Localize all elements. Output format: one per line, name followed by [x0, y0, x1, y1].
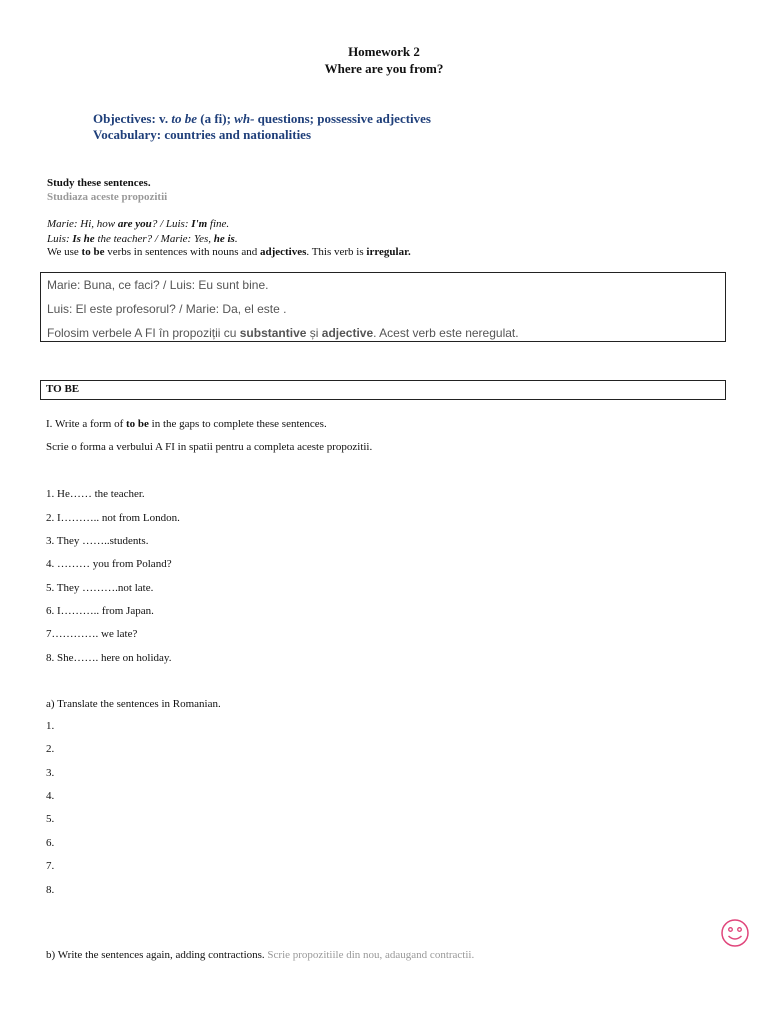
study-heading-ro: Studiaza aceste propozitii — [47, 191, 168, 203]
study-line-2-d: he is — [213, 233, 235, 245]
study-line-1-b: are you — [117, 218, 152, 230]
section-header-tobe: TO BE — [40, 380, 726, 400]
exercise-a-number: 4. — [46, 790, 55, 802]
objectives-wh: wh- — [234, 111, 255, 126]
exercise-1-item: 6. I……….. from Japan. — [46, 605, 154, 617]
exercise-a-number: 3. — [46, 767, 55, 779]
translation-line-3-c: și — [306, 326, 322, 340]
study-line-1-c: ? / Luis: — [151, 218, 192, 230]
translation-line-3-a: Folosim verbele A FI în propoziții cu — [47, 326, 240, 340]
objectives-tobe: to be — [171, 111, 197, 126]
study-line-3-e: . This verb is — [306, 246, 367, 258]
exercise-1-item: 8. She……. here on holiday. — [46, 652, 172, 664]
objectives-prefix: Objectives: v. — [93, 111, 172, 126]
smiley-face-icon — [720, 918, 750, 948]
exercise-b-instruction — [46, 949, 474, 961]
study-line-1-d: I'm — [191, 218, 208, 230]
exercise-a-number: 5. — [46, 813, 55, 825]
study-heading: Study these sentences. — [47, 177, 151, 189]
study-line-2-b: Is he — [72, 233, 95, 245]
study-line-2-e: . — [234, 233, 238, 245]
study-line-1-a: Marie: Hi, how — [47, 218, 118, 230]
objectives-afi: (a fi); — [196, 111, 235, 126]
translation-line-3-b: substantive — [239, 326, 307, 340]
exercise-1-item: 2. I……….. not from London. — [46, 512, 180, 524]
exercise-a-number: 7. — [46, 860, 55, 872]
objectives-line — [93, 111, 431, 127]
translation-line-1: Marie: Buna, ce faci? / Luis: Eu sunt bine. — [47, 278, 269, 292]
exercise-1-instruction-b: to be — [126, 418, 149, 430]
study-line-3-f: irregular. — [366, 246, 411, 258]
study-line-2-a: Luis: — [47, 233, 73, 245]
study-line-3-b: to be — [81, 246, 105, 258]
exercise-b-instruction-ro: Scrie propozitiile din nou, adaugand contractii. — [264, 949, 475, 961]
page-title: Homework 2 — [348, 44, 420, 59]
exercise-1-instruction-c: in the gaps to complete these sentences. — [148, 418, 327, 430]
translation-line-3 — [47, 326, 519, 340]
exercise-1-item: 4. ……… you from Poland? — [46, 558, 172, 570]
study-line-3-c: verbs in sentences with nouns and — [104, 246, 260, 258]
exercise-a-number: 6. — [46, 837, 55, 849]
translation-line-3-d: adjective — [321, 326, 374, 340]
exercise-b-instruction-en: b) Write the sentences again, adding contractions. — [46, 949, 265, 961]
exercise-1-item: 1. He…… the teacher. — [46, 488, 145, 500]
exercise-1-instruction-ro: Scrie o forma a verbului A FI in spatii pentru a completa aceste propozitii. — [46, 441, 373, 453]
exercise-a-number: 8. — [46, 884, 55, 896]
study-line-3-d: adjectives — [259, 246, 307, 258]
exercise-a-number: 2. — [46, 743, 55, 755]
exercise-1-item: 7…………. we late? — [46, 628, 138, 640]
exercise-1-instruction — [46, 418, 327, 430]
exercise-1-item: 5. They ……….not late. — [46, 582, 154, 594]
study-line-1 — [47, 218, 229, 230]
study-line-1-e: fine. — [207, 218, 230, 230]
exercise-a-instruction: a) Translate the sentences in Romanian. — [46, 698, 221, 710]
study-line-2 — [47, 233, 238, 245]
study-line-2-c: the teacher? / Marie: Yes, — [94, 233, 214, 245]
objectives-rest: questions; possessive adjectives — [254, 111, 431, 126]
translation-line-3-e: . Acest verb este neregulat. — [373, 326, 519, 340]
exercise-a-number: 1. — [46, 720, 55, 732]
exercise-1-instruction-a: I. Write a form of — [46, 418, 126, 430]
translation-line-2: Luis: El este profesorul? / Marie: Da, el este . — [47, 302, 287, 316]
translation-box — [40, 272, 726, 342]
study-line-3 — [47, 246, 411, 258]
page-subtitle: Where are you from? — [324, 61, 444, 76]
vocabulary-line: Vocabulary: countries and nationalities — [93, 127, 312, 142]
study-line-3-a: We use — [47, 246, 82, 258]
exercise-1-item: 3. They ……..students. — [46, 535, 149, 547]
